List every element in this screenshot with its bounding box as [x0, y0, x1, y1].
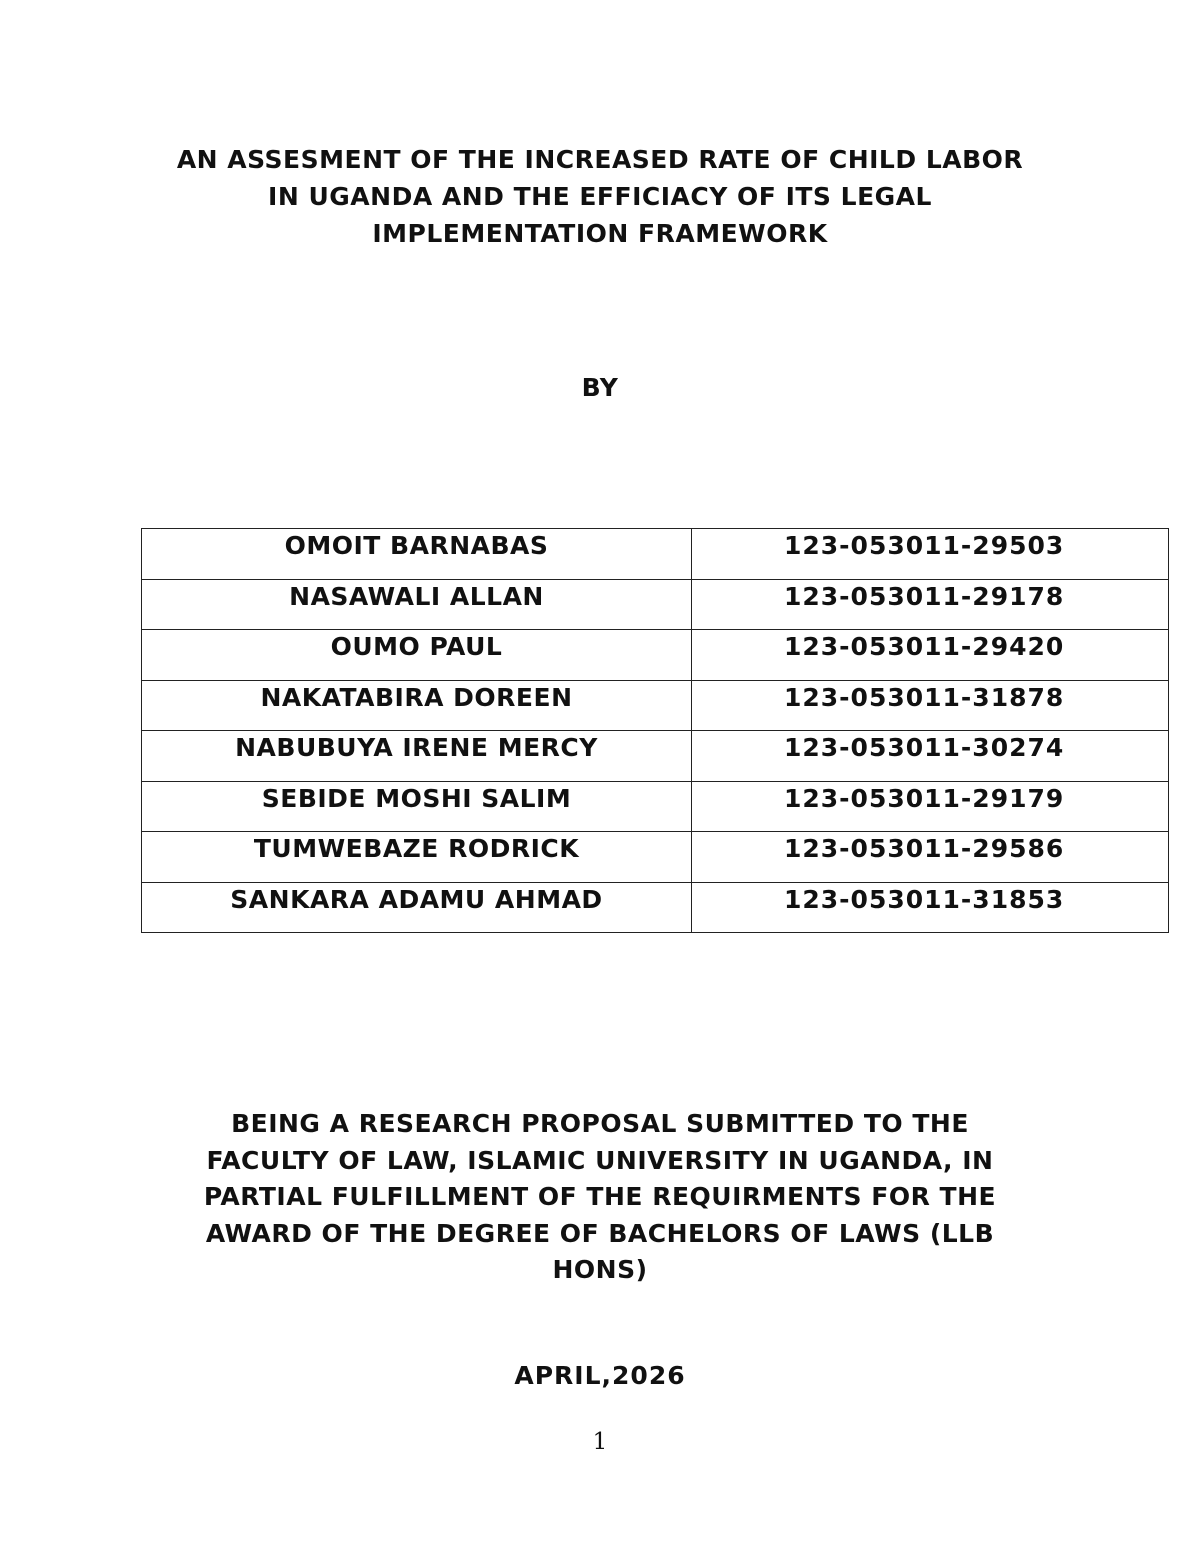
- member-name: SEBIDE MOSHI SALIM: [142, 781, 692, 832]
- table-row: [142, 832, 1169, 883]
- member-reg-no: 123-053011-29179: [692, 781, 1169, 832]
- by-label: BY: [581, 373, 619, 402]
- member-name: NASAWALI ALLAN: [142, 579, 692, 630]
- member-name: NAKATABIRA DOREEN: [142, 680, 692, 731]
- page-number: 1: [592, 1429, 608, 1455]
- title-line: IN UGANDA AND THE EFFICIACY OF ITS LEGAL: [268, 182, 932, 211]
- table-row: [142, 781, 1169, 832]
- title-line: IMPLEMENTATION FRAMEWORK: [372, 219, 828, 248]
- member-reg-no: 123-053011-31853: [692, 882, 1169, 933]
- member-name: OMOIT BARNABAS: [142, 529, 692, 580]
- member-reg-no: 123-053011-29420: [692, 630, 1169, 681]
- member-name: SANKARA ADAMU AHMAD: [142, 882, 692, 933]
- table-row: [142, 882, 1169, 933]
- table-row: [142, 579, 1169, 630]
- members-table: [141, 528, 1169, 933]
- submission-line: HONS): [552, 1255, 648, 1284]
- table-row: [142, 680, 1169, 731]
- member-reg-no: 123-053011-29503: [692, 529, 1169, 580]
- member-name: OUMO PAUL: [142, 630, 692, 681]
- member-reg-no: 123-053011-30274: [692, 731, 1169, 782]
- submission-line: AWARD OF THE DEGREE OF BACHELORS OF LAWS (LLB: [205, 1218, 995, 1248]
- table-row: [142, 630, 1169, 681]
- member-reg-no: 123-053011-29586: [692, 832, 1169, 883]
- member-name: NABUBUYA IRENE MERCY: [142, 731, 692, 782]
- submission-statement: [140, 1106, 1060, 1289]
- member-reg-no: 123-053011-31878: [692, 680, 1169, 731]
- member-name: TUMWEBAZE RODRICK: [142, 832, 692, 883]
- document-title: [100, 141, 1100, 252]
- table-row: [142, 529, 1169, 580]
- submission-line: PARTIAL FULFILLMENT OF THE REQUIRMENTS FOR THE: [203, 1182, 997, 1211]
- submission-line: FACULTY OF LAW, ISLAMIC UNIVERSITY IN UGANDA, IN: [206, 1145, 994, 1175]
- member-reg-no: 123-053011-29178: [692, 579, 1169, 630]
- table-row: [142, 731, 1169, 782]
- submission-line: BEING A RESEARCH PROPOSAL SUBMITTED TO THE: [231, 1109, 969, 1138]
- submission-date: APRIL,2026: [514, 1361, 686, 1390]
- title-line: AN ASSESMENT OF THE INCREASED RATE OF CHILD LABOR: [176, 145, 1024, 174]
